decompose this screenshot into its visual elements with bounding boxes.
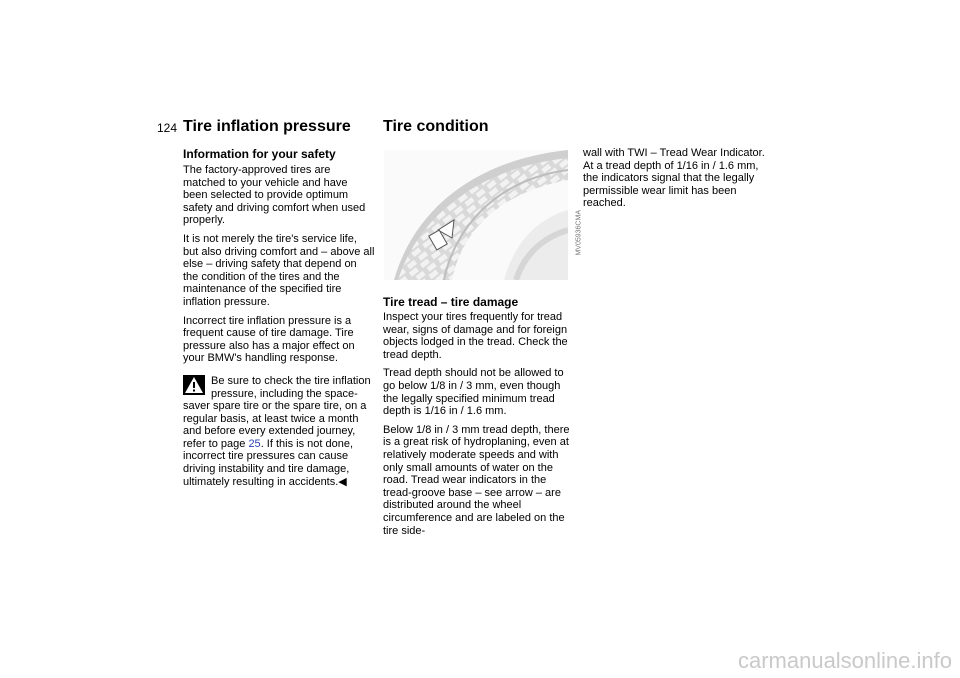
end-mark: ◀ (338, 475, 347, 488)
page-reference-link[interactable]: 25 (248, 437, 261, 450)
left-paragraph-3: Incorrect tire inflation pressure is a frequent cause of tire damage. Tire pressure also has a major effect on your BMW's handling response. (183, 314, 355, 365)
middle-paragraph-1: Inspect your tires frequently for tread wear, signs of damage and for foreign objects lodged in the tread. Check the tread depth. (383, 311, 568, 361)
figure-code: MV05936CMA (576, 210, 583, 256)
warning-text-pre: Be sure to check the tire inflation pressure, including the space-saver spare tire or the spare tire, on a regular basis, at least twice a month and before every extended journey, refer to page (183, 374, 371, 450)
left-column (183, 164, 375, 488)
page-number: 124 (157, 121, 178, 135)
watermark: carmanualsonline.info (737, 648, 952, 673)
right-column (583, 147, 775, 216)
tire-tread-illustration (384, 150, 568, 280)
tire-tread-figure (384, 150, 583, 280)
right-paragraph-1: wall with TWI – Tread Wear Indicator. At a tread depth of 1/16 in / 1.6 mm, the indicators signal that the legally permissible wear limit has been reached. (583, 147, 765, 210)
middle-paragraph-3: Below 1/8 in / 3 mm tread depth, there is a great risk of hydroplaning, even at relatively moderate speeds and with only small amounts of water on the road. Tread wear indicators in the tread-groove base – see arrow – are distributed around the wheel circumference and are labeled on the tire side- (383, 423, 570, 537)
heading-tire-condition: Tire condition (383, 118, 489, 135)
left-paragraph-2: It is not merely the tire's service life, but also driving comfort and – above all else – driving safety that depend on the condition of the tires and the maintenance of the specified tire inflation pressure. (183, 232, 375, 308)
warning-text-post: . If this is not done, incorrect tire pressures can cause driving instability and tire damage, ultimately resulting in accidents. (183, 437, 354, 488)
middle-column (383, 311, 575, 543)
subheading-tire-tread: Tire tread – tire damage (383, 295, 519, 309)
left-paragraph-1: The factory-approved tires are matched to your vehicle and have been selected to provide optimum safety and driving comfort when used properly. (183, 164, 366, 227)
subheading-safety-info: Information for your safety (183, 147, 336, 161)
warning-note (183, 375, 375, 488)
heading-tire-inflation-pressure: Tire inflation pressure (183, 118, 351, 135)
warning-triangle-icon (183, 375, 205, 395)
middle-paragraph-2: Tread depth should not be allowed to go below 1/8 in / 3 mm, even though the legally specified minimum tread depth is 1/16 in / 1.6 mm. (383, 367, 564, 418)
